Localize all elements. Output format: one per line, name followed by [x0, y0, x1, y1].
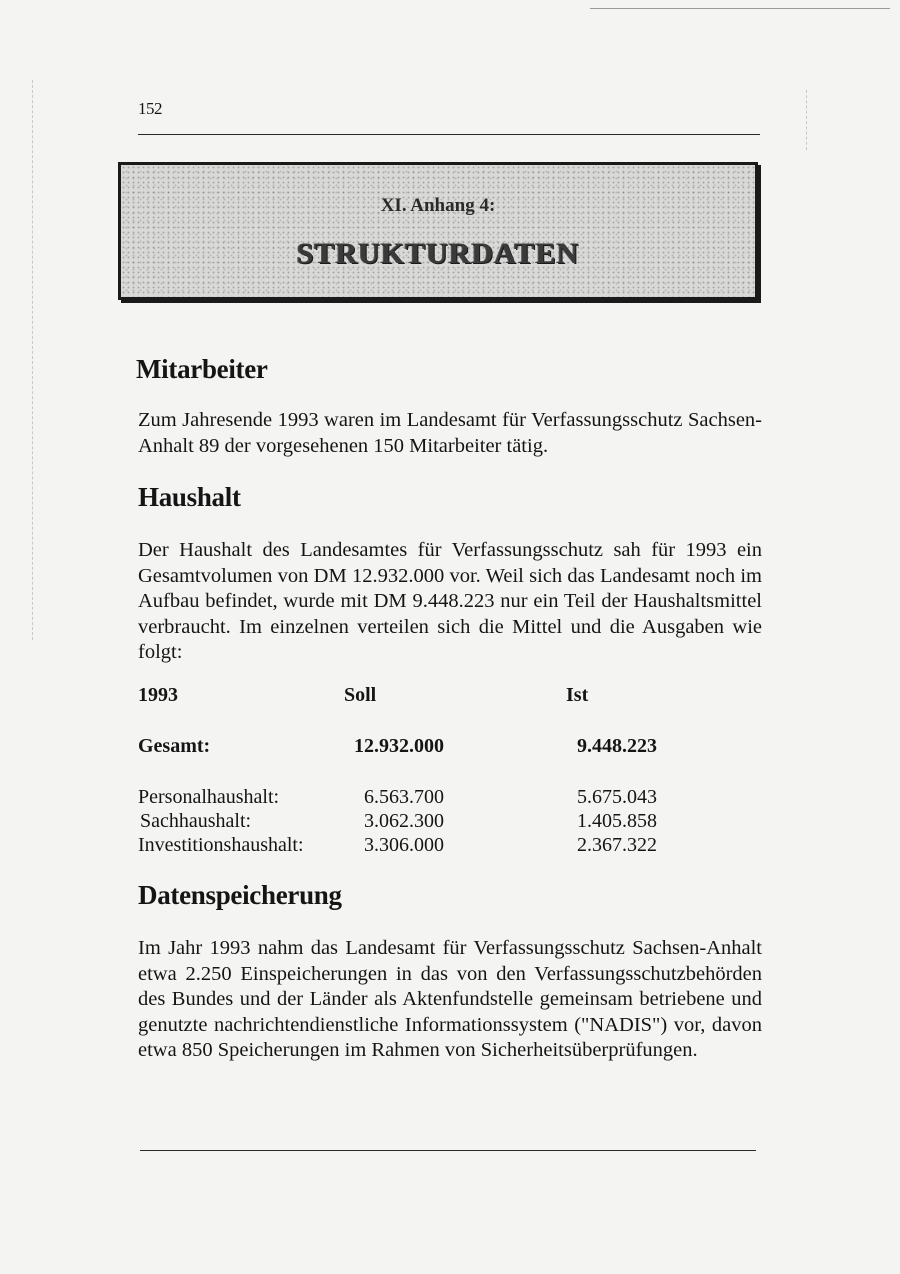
- left-margin-scan-artifact: [32, 80, 34, 640]
- heading-mitarbeiter: Mitarbeiter: [136, 354, 268, 384]
- footer-rule: [140, 1150, 756, 1151]
- chapter-title: STRUKTURDATEN: [296, 237, 580, 270]
- table-header-year: 1993: [138, 684, 178, 706]
- top-edge-line: [590, 8, 890, 9]
- heading-haushalt: Haushalt: [138, 482, 241, 512]
- total-label: Gesamt:: [138, 735, 211, 757]
- row-ist: 2.367.322: [577, 834, 657, 856]
- row-label: Sachhaushalt:: [140, 810, 252, 832]
- chapter-number: XI. Anhang 4:: [380, 195, 496, 216]
- row-soll: 3.062.300: [364, 810, 444, 832]
- page-number: 152: [138, 99, 162, 118]
- row-soll: 6.563.700: [364, 786, 444, 808]
- row-soll: 3.306.000: [364, 834, 444, 856]
- total-ist: 9.448.223: [577, 735, 657, 757]
- row-ist: 1.405.858: [577, 810, 657, 832]
- total-soll: 12.932.000: [354, 735, 444, 757]
- right-margin-scan-artifact: [806, 90, 808, 150]
- heading-datenspeicherung: Datenspeicherung: [138, 880, 342, 910]
- table-header-soll: Soll: [344, 684, 377, 706]
- row-label: Investitionshaushalt:: [138, 834, 304, 856]
- row-ist: 5.675.043: [577, 786, 657, 808]
- paragraph-datenspeicherung: Im Jahr 1993 nahm das Landesamt für Verfassungsschutz Sachsen-Anhalt etwa 2.250 Einspeicherungen in das von den Verfassungsschutzbehörden des Bundes und der Länder als Aktenfundstelle gemeinsam betriebene und genutzte nachrichtendienstliche Informationssystem ("NADIS") vor, davon etwa 850 Speicherungen im Rahmen von Sicherheitsüberprüfungen.: [138, 937, 762, 1061]
- header-rule: [138, 134, 760, 135]
- row-label: Personalhaushalt:: [138, 786, 280, 808]
- chapter-title-box: [118, 162, 758, 300]
- table-header-ist: Ist: [566, 684, 589, 706]
- paragraph-mitarbeiter: Zum Jahresende 1993 waren im Landesamt für Verfassungsschutz Sachsen-Anhalt 89 der vorgesehenen 150 Mitarbeiter tätig.: [138, 409, 762, 457]
- paragraph-haushalt: Der Haushalt des Landesamtes für Verfassungsschutz sah für 1993 ein Gesamtvolumen von DM 12.932.000 vor. Weil sich das Landesamt noch im Aufbau befindet, wurde mit DM 9.448.223 nur ein Teil der Haushaltsmittel verbraucht. Im einzelnen verteilen sich die Mittel und die Ausgaben wie folgt:: [138, 539, 762, 663]
